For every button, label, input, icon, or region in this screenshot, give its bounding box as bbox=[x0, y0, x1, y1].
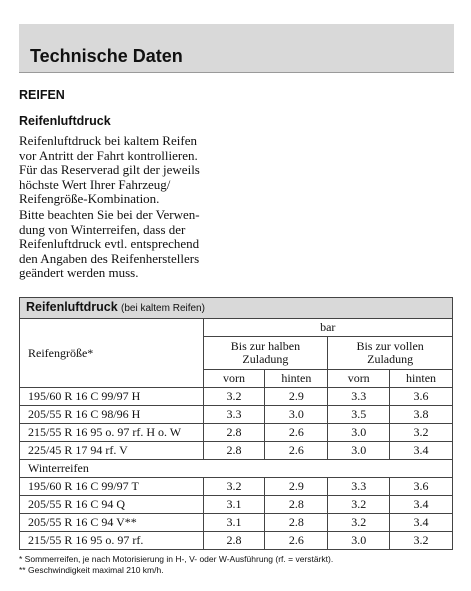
half-load-front-cell: 3.2 bbox=[203, 478, 265, 496]
table-title-note: (bei kaltem Reifen) bbox=[121, 303, 205, 314]
half-load-line: Zuladung bbox=[242, 352, 289, 366]
tire-size-cell: 205/55 R 16 C 94 Q bbox=[20, 496, 204, 514]
header-divider bbox=[19, 72, 454, 73]
full-load-front-cell: 3.3 bbox=[328, 478, 390, 496]
half-load-front-cell: 2.8 bbox=[203, 424, 265, 442]
full-load-front-cell: 3.5 bbox=[328, 406, 390, 424]
table-title-row bbox=[20, 298, 453, 319]
table-row bbox=[20, 424, 453, 442]
full-load-rear-cell: 3.6 bbox=[390, 388, 453, 406]
full-load-line: Bis zur vollen bbox=[356, 339, 424, 353]
tire-size-cell: 205/55 R 16 C 94 V** bbox=[20, 514, 204, 532]
table-row bbox=[20, 442, 453, 460]
table-row bbox=[20, 388, 453, 406]
table-header-row bbox=[20, 319, 453, 337]
full-load-rear-cell: 3.4 bbox=[390, 442, 453, 460]
rear-header: hinten bbox=[265, 370, 328, 388]
table-row bbox=[20, 514, 453, 532]
half-load-rear-cell: 2.6 bbox=[265, 442, 328, 460]
half-load-rear-cell: 2.9 bbox=[265, 388, 328, 406]
full-load-rear-cell: 3.2 bbox=[390, 532, 453, 550]
half-load-rear-cell: 2.6 bbox=[265, 532, 328, 550]
text-line: den Angaben des Reifenherstellers bbox=[19, 250, 200, 266]
text-line: höchste Wert Ihrer Fahrzeug/ bbox=[19, 176, 171, 192]
half-load-front-cell: 3.1 bbox=[203, 496, 265, 514]
tire-size-cell: 215/55 R 16 95 o. 97 rf. bbox=[20, 532, 204, 550]
full-load-front-cell: 3.2 bbox=[328, 514, 390, 532]
tire-size-cell: 205/55 R 16 C 98/96 H bbox=[20, 406, 204, 424]
footnote: ** Geschwindigkeit maximal 210 km/h. bbox=[19, 565, 164, 575]
full-load-rear-cell: 3.4 bbox=[390, 496, 453, 514]
rear-header: hinten bbox=[390, 370, 453, 388]
full-load-front-cell: 3.0 bbox=[328, 442, 390, 460]
text-line: Für das Reserverad gilt der jeweils bbox=[19, 162, 200, 177]
half-load-front-cell: 2.8 bbox=[203, 532, 265, 550]
winter-group-row bbox=[20, 460, 453, 478]
text-line: Reifenluftdruck evtl. entsprechend bbox=[19, 236, 200, 251]
half-load-rear-cell: 2.8 bbox=[265, 496, 328, 514]
half-load-header bbox=[203, 337, 328, 370]
text-line: geändert werden muss. bbox=[19, 265, 139, 280]
unit-header: bar bbox=[203, 319, 452, 337]
full-load-front-cell: 3.3 bbox=[328, 388, 390, 406]
full-load-front-cell: 3.2 bbox=[328, 496, 390, 514]
full-load-rear-cell: 3.4 bbox=[390, 514, 453, 532]
full-load-front-cell: 3.0 bbox=[328, 424, 390, 442]
front-header: vorn bbox=[328, 370, 390, 388]
page-title: Technische Daten bbox=[30, 46, 183, 66]
table-row bbox=[20, 406, 453, 424]
table-row bbox=[20, 478, 453, 496]
tire-size-header: Reifengröße* bbox=[20, 319, 204, 388]
full-load-header bbox=[328, 337, 453, 370]
winter-group-label: Winterreifen bbox=[20, 460, 453, 478]
header-band bbox=[19, 24, 454, 72]
intro-paragraph bbox=[19, 134, 239, 207]
half-load-front-cell: 3.3 bbox=[203, 406, 265, 424]
table-row bbox=[20, 496, 453, 514]
section-heading: REIFEN bbox=[19, 88, 65, 102]
tire-size-cell: 225/45 R 17 94 rf. V bbox=[20, 442, 204, 460]
footnote: * Sommerreifen, je nach Motorisierung in H-, V- oder W-Ausführung (rf. = verstärkt). bbox=[19, 554, 334, 564]
tire-size-cell: 195/60 R 16 C 99/97 H bbox=[20, 388, 204, 406]
full-load-rear-cell: 3.2 bbox=[390, 424, 453, 442]
full-load-rear-cell: 3.8 bbox=[390, 406, 453, 424]
table-row bbox=[20, 532, 453, 550]
tire-pressure-table bbox=[19, 297, 453, 550]
half-load-rear-cell: 2.8 bbox=[265, 514, 328, 532]
half-load-rear-cell: 3.0 bbox=[265, 406, 328, 424]
half-load-rear-cell: 2.9 bbox=[265, 478, 328, 496]
half-load-front-cell: 2.8 bbox=[203, 442, 265, 460]
tire-size-cell: 215/55 R 16 95 o. 97 rf. H o. W bbox=[20, 424, 204, 442]
half-load-front-cell: 3.1 bbox=[203, 514, 265, 532]
text-line: Bitte beachten Sie bei der Verwen- bbox=[19, 207, 200, 222]
full-load-line: Zuladung bbox=[367, 352, 414, 366]
text-line: Reifenluftdruck bei kaltem Reifen bbox=[19, 133, 197, 148]
table-title: Reifenluftdruck bbox=[26, 300, 118, 314]
subsection-heading: Reifenluftdruck bbox=[19, 114, 111, 128]
text-line: Reifengröße-Kombination. bbox=[19, 191, 160, 206]
full-load-front-cell: 3.0 bbox=[328, 532, 390, 550]
table-title-cell bbox=[20, 298, 453, 319]
half-load-front-cell: 3.2 bbox=[203, 388, 265, 406]
front-header: vorn bbox=[203, 370, 265, 388]
text-line: vor Antritt der Fahrt kontrollieren. bbox=[19, 147, 198, 163]
half-load-rear-cell: 2.6 bbox=[265, 424, 328, 442]
footnotes bbox=[19, 554, 333, 576]
tire-size-cell: 195/60 R 16 C 99/97 T bbox=[20, 478, 204, 496]
full-load-rear-cell: 3.6 bbox=[390, 478, 453, 496]
half-load-line: Bis zur halben bbox=[230, 339, 301, 353]
winter-tire-paragraph bbox=[19, 208, 239, 281]
text-line: dung von Winterreifen, dass der bbox=[19, 221, 186, 237]
